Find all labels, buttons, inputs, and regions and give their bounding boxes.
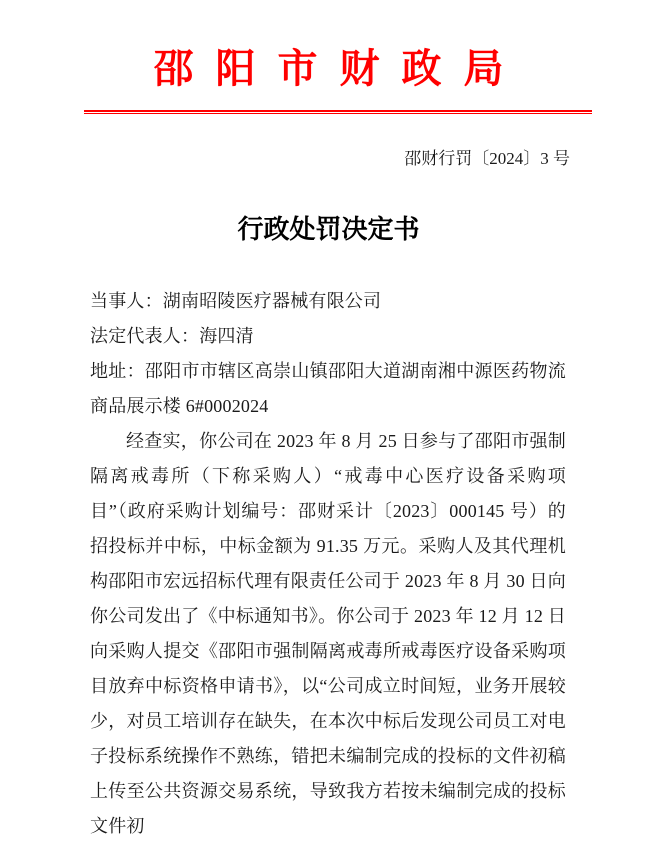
address-line: 地址：邵阳市市辖区高崇山镇邵阳大道湖南湘中源医药物流商品展示楼 6#0002024	[90, 361, 566, 416]
body-paragraph: 经查实，你公司在 2023 年 8 月 25 日参与了邵阳市强制隔离戒毒所（下称采购人）“戒毒中心医疗设备采购项目”（政府采购计划编号：邵财采计〔2023〕000145 号）的招投标并中标，中标金额为 91.35 万元。采购人及其代理机构邵阳市宏远招标代理有限责任公司于 2023 年 8 月 30 日向你公司发出了《中标通知书》。你公司于 2023 年 12 月 12 日向采购人提交《邵阳市强制隔离戒毒所戒毒医疗设备采购项目放弃中标资格申请书》，以“公司成立时间短，业务开展较少，对员工培训存在缺失，在本次中标后发现公司员工对电子投标系统操作不熟练，错把未编制完成的投标的文件初稿上传至公共资源交易系统，导致我方若按未编制完成的投标文件初	[90, 431, 566, 836]
document-title: 行政处罚决定书	[237, 215, 420, 244]
header-divider-rule	[84, 110, 592, 114]
document-number: 邵财行罚〔2024〕3 号	[404, 149, 570, 168]
issuing-authority-name: 邵 阳 市 财 政 局	[153, 46, 510, 91]
legal-representative-line: 法定代表人：海四清	[90, 326, 254, 346]
document-body	[90, 284, 566, 844]
party-line: 当事人：湖南昭陵医疗器械有限公司	[90, 291, 382, 311]
